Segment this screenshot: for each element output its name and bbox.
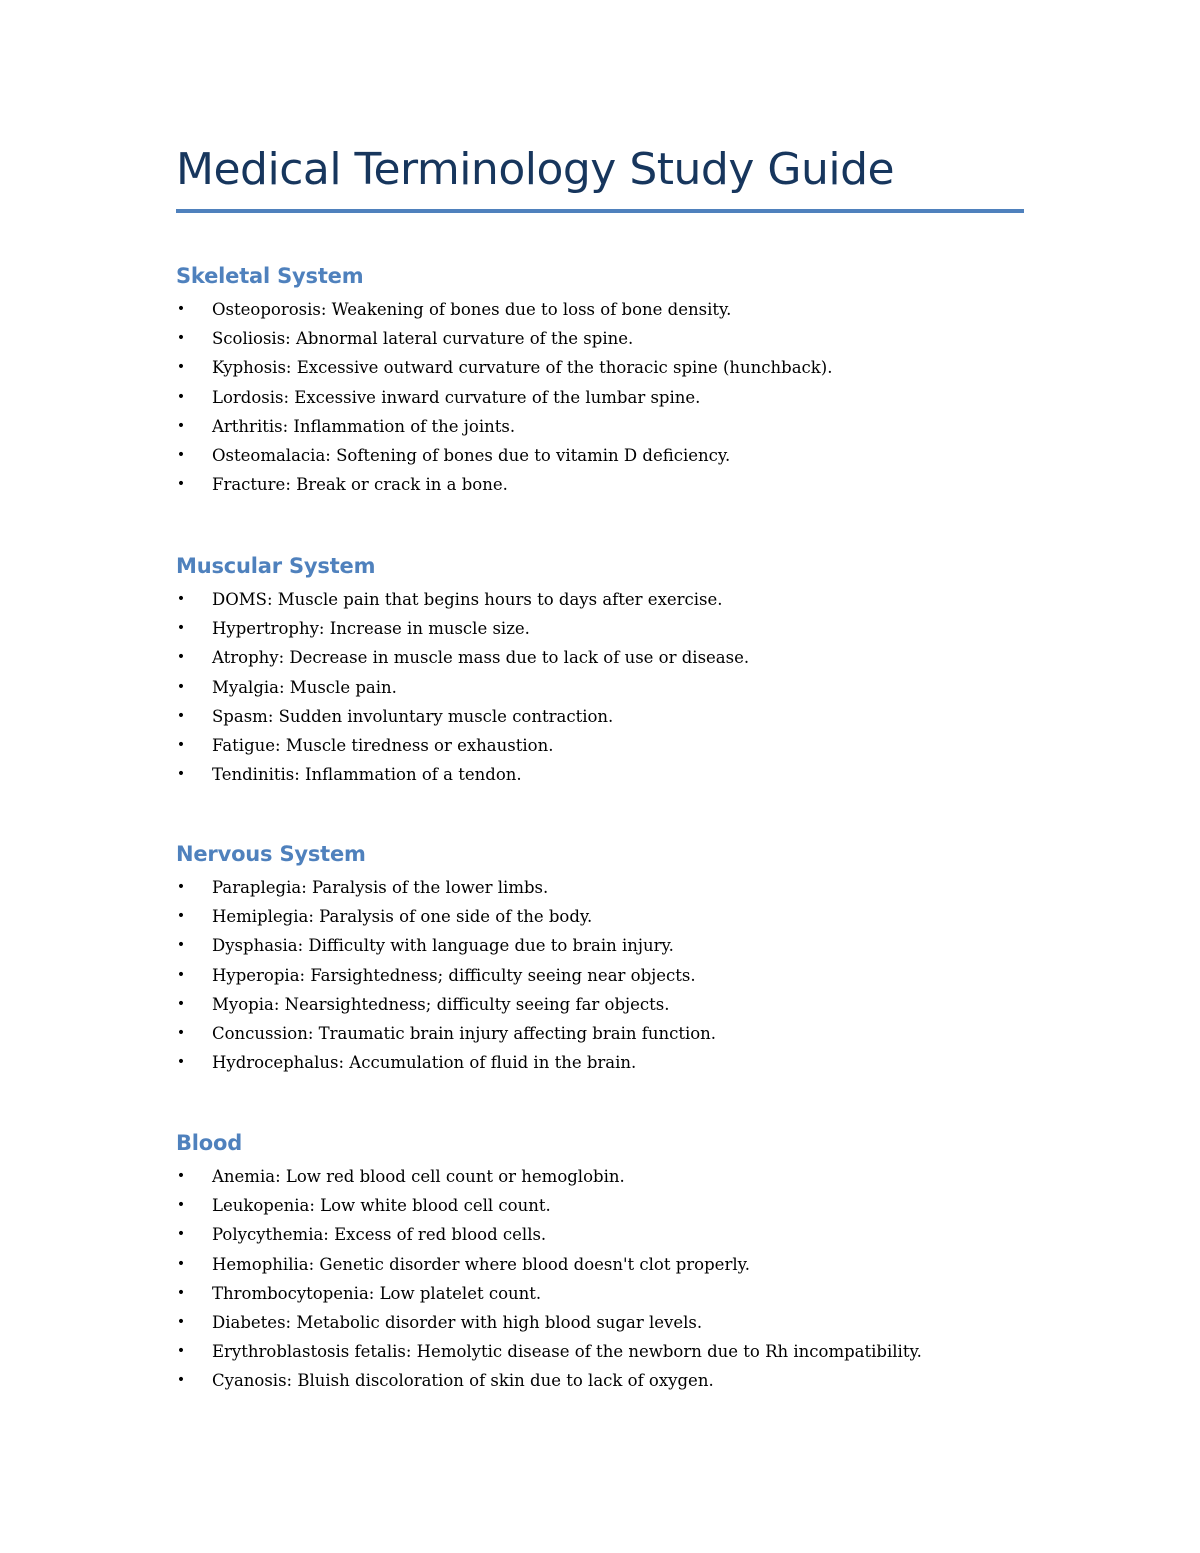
bullet-icon: • (176, 417, 186, 434)
list-item (176, 295, 1036, 324)
bullet-icon: • (176, 476, 186, 493)
list-item (176, 1162, 1036, 1191)
term-definition: Leukopenia: Low white blood cell count. (212, 1196, 551, 1216)
term-definition: Hemophilia: Genetic disorder where blood doesn't clot properly. (212, 1254, 750, 1274)
bullet-icon: • (176, 591, 186, 607)
bullet-icon: • (176, 707, 186, 724)
list-item (176, 1220, 1036, 1249)
section-blood (176, 1128, 1036, 1396)
list-item (176, 931, 1036, 960)
bullet-icon: • (176, 966, 186, 983)
list-item (176, 383, 1036, 412)
section-muscular-system (176, 551, 1036, 789)
term-definition: Fracture: Break or crack in a bone. (212, 475, 508, 495)
term-definition: Dysphasia: Difficulty with language due to brain injury. (212, 936, 674, 956)
list-item (176, 614, 1036, 643)
section-heading: Blood (176, 1131, 243, 1155)
term-list (176, 1162, 1036, 1396)
term-definition: Osteoporosis: Weakening of bones due to loss of bone density. (212, 300, 732, 319)
list-item (176, 1337, 1036, 1366)
list-item (176, 961, 1036, 990)
list-item (176, 902, 1036, 931)
bullet-icon: • (176, 736, 186, 753)
list-item (176, 873, 1036, 902)
list-item (176, 1191, 1036, 1220)
bullet-icon: • (176, 620, 186, 637)
bullet-icon: • (176, 678, 186, 695)
term-definition: Hypertrophy: Increase in muscle size. (212, 619, 530, 639)
list-item (176, 1250, 1036, 1279)
section-heading: Skeletal System (176, 264, 364, 288)
section-heading: Nervous System (176, 842, 366, 866)
list-item (176, 470, 1036, 499)
list-item (176, 702, 1036, 731)
bullet-icon: • (176, 1343, 186, 1360)
list-item (176, 760, 1036, 789)
bullet-icon: • (176, 1054, 186, 1071)
list-item (176, 441, 1036, 470)
bullet-icon: • (176, 1168, 186, 1184)
list-item (176, 324, 1036, 353)
term-definition: Anemia: Low red blood cell count or hemoglobin. (212, 1167, 625, 1186)
term-definition: Kyphosis: Excessive outward curvature of the thoracic spine (hunchback). (212, 358, 833, 378)
term-definition: DOMS: Muscle pain that begins hours to days after exercise. (212, 590, 723, 609)
list-item (176, 353, 1036, 382)
section-heading: Muscular System (176, 554, 376, 578)
bullet-icon: • (176, 649, 186, 666)
bullet-icon: • (176, 1284, 186, 1301)
bullet-icon: • (176, 1255, 186, 1272)
term-definition: Atrophy: Decrease in muscle mass due to lack of use or disease. (212, 648, 750, 668)
list-item (176, 643, 1036, 672)
term-definition: Scoliosis: Abnormal lateral curvature of the spine. (212, 329, 634, 349)
term-list (176, 585, 1036, 789)
list-item (176, 731, 1036, 760)
bullet-icon: • (176, 995, 186, 1012)
term-definition: Hydrocephalus: Accumulation of fluid in the brain. (212, 1053, 637, 1073)
list-item (176, 1366, 1036, 1395)
section-nervous-system (176, 839, 1036, 1077)
term-definition: Hyperopia: Farsightedness; difficulty seeing near objects. (212, 965, 696, 985)
list-item (176, 1308, 1036, 1337)
term-definition: Hemiplegia: Paralysis of one side of the body. (212, 907, 593, 927)
term-definition: Cyanosis: Bluish discoloration of skin due to lack of oxygen. (212, 1371, 714, 1391)
term-definition: Spasm: Sudden involuntary muscle contraction. (212, 706, 614, 726)
bullet-icon: • (176, 1197, 186, 1214)
term-definition: Erythroblastosis fetalis: Hemolytic disease of the newborn due to Rh incompatibility. (212, 1342, 922, 1362)
bullet-icon: • (176, 330, 186, 347)
list-item (176, 412, 1036, 441)
term-definition: Diabetes: Metabolic disorder with high blood sugar levels. (212, 1312, 703, 1332)
title-underline (176, 209, 1024, 213)
list-item (176, 585, 1036, 614)
bullet-icon: • (176, 937, 186, 954)
bullet-icon: • (176, 301, 186, 317)
bullet-icon: • (176, 879, 186, 895)
list-item (176, 1019, 1036, 1048)
term-definition: Tendinitis: Inflammation of a tendon. (212, 765, 522, 785)
bullet-icon: • (176, 766, 186, 783)
bullet-icon: • (176, 388, 186, 405)
term-list (176, 873, 1036, 1077)
term-definition: Arthritis: Inflammation of the joints. (212, 416, 516, 436)
bullet-icon: • (176, 359, 186, 376)
term-definition: Concussion: Traumatic brain injury affecting brain function. (212, 1023, 717, 1043)
page-title: Medical Terminology Study Guide (176, 144, 895, 195)
bullet-icon: • (176, 446, 186, 463)
list-item (176, 673, 1036, 702)
term-definition: Paraplegia: Paralysis of the lower limbs. (212, 878, 549, 897)
bullet-icon: • (176, 908, 186, 925)
bullet-icon: • (176, 1372, 186, 1389)
term-list (176, 295, 1036, 499)
term-definition: Lordosis: Excessive inward curvature of the lumbar spine. (212, 387, 701, 407)
term-definition: Osteomalacia: Softening of bones due to vitamin D deficiency. (212, 445, 731, 465)
bullet-icon: • (176, 1024, 186, 1041)
bullet-icon: • (176, 1226, 186, 1243)
bullet-icon: • (176, 1313, 186, 1330)
section-skeletal-system (176, 261, 1036, 499)
term-definition: Myopia: Nearsightedness; difficulty seeing far objects. (212, 994, 670, 1014)
term-definition: Fatigue: Muscle tiredness or exhaustion. (212, 735, 554, 755)
list-item (176, 1279, 1036, 1308)
list-item (176, 1048, 1036, 1077)
term-definition: Polycythemia: Excess of red blood cells. (212, 1225, 547, 1245)
term-definition: Myalgia: Muscle pain. (212, 677, 397, 697)
list-item (176, 990, 1036, 1019)
term-definition: Thrombocytopenia: Low platelet count. (212, 1283, 542, 1303)
